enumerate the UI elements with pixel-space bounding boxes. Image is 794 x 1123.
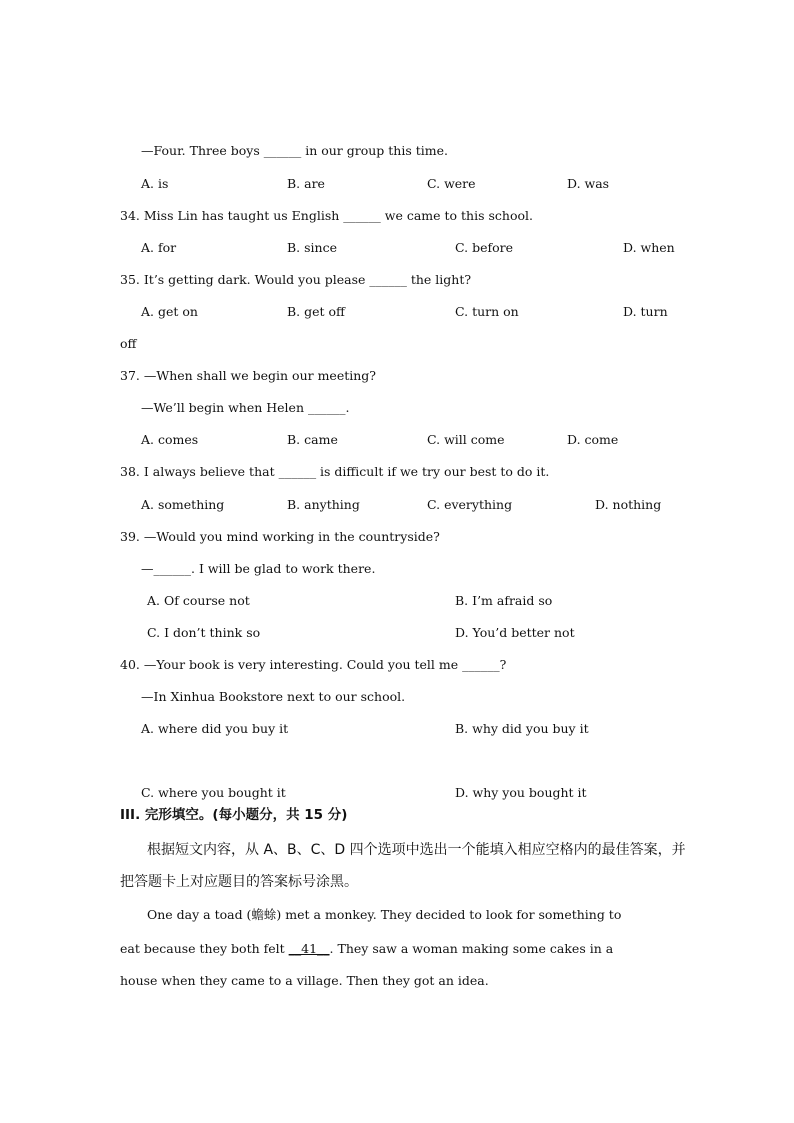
q34-option-a: A. for — [141, 240, 177, 255]
q37-option-b: B. came — [287, 432, 338, 447]
q39-stem: 39. —Would you mind working in the countryside? — [120, 529, 440, 544]
passage-line-1: One day a toad (蟾蜍) met a monkey. They decided to look for something to — [147, 907, 622, 922]
q37-option-c: C. will come — [427, 432, 505, 447]
q34-option-d: D. when — [623, 240, 675, 255]
q33-option-d: D. was — [567, 176, 610, 191]
q35-option-d: D. turn — [623, 304, 668, 319]
q33-option-b: B. are — [287, 176, 325, 191]
q35-option-c: C. turn on — [455, 304, 519, 319]
q35-option-a: A. get on — [141, 304, 198, 319]
q33-option-c: C. were — [427, 176, 476, 191]
q40-option-d: D. why you bought it — [455, 785, 587, 800]
q40-answer-line: —In Xinhua Bookstore next to our school. — [141, 689, 406, 704]
q37-answer-line: —We’ll begin when Helen ______. — [141, 400, 350, 415]
section-3-heading: III. 完形填空。(每小题分，共 15 分) — [120, 807, 348, 823]
q38-option-a: A. something — [141, 497, 225, 512]
q40-option-c: C. where you bought it — [141, 785, 286, 800]
section-3-instruction-line-2: 把答题卡上对应题目的答案标号涂黑。 — [120, 874, 358, 890]
q40-stem: 40. —Your book is very interesting. Could you tell me ______? — [120, 657, 507, 672]
q35-option-b: B. get off — [287, 304, 345, 319]
q39-answer-line: —______. I will be glad to work there. — [141, 561, 376, 576]
q38-stem: 38. I always believe that ______ is difficult if we try our best to do it. — [120, 464, 550, 479]
q37-option-a: A. comes — [141, 432, 199, 447]
q40-option-a: A. where did you buy it — [141, 721, 289, 736]
q38-option-d: D. nothing — [595, 497, 662, 512]
q40-option-b: B. why did you buy it — [455, 721, 589, 736]
q34-stem: 34. Miss Lin has taught us English ______ we came to this school. — [120, 208, 533, 223]
q39-option-c: C. I don’t think so — [147, 625, 261, 640]
section-3-instruction-line-1: 根据短文内容，从 A、B、C、D 四个选项中选出一个能填入相应空格内的最佳答案，并 — [147, 842, 686, 858]
q37-option-d: D. come — [567, 432, 619, 447]
q38-option-c: C. everything — [427, 497, 513, 512]
passage-line-3: house when they came to a village. Then they got an idea. — [120, 973, 489, 988]
q35-stem: 35. It’s getting dark. Would you please ______ the light? — [120, 272, 472, 287]
passage-line-2-end: . They saw a woman making some cakes in a — [329, 941, 614, 956]
q35-option-d-wrap: off — [120, 336, 137, 351]
q37-stem: 37. —When shall we begin our meeting? — [120, 368, 376, 383]
q34-option-c: C. before — [455, 240, 513, 255]
passage-line-2-start: eat because they both felt — [120, 941, 289, 956]
blank-41: __41__ — [288, 941, 330, 956]
q39-option-d: D. You’d better not — [455, 625, 575, 640]
q33-option-a: A. is — [141, 176, 169, 191]
q34-option-b: B. since — [287, 240, 337, 255]
q39-option-b: B. I’m afraid so — [455, 593, 553, 608]
q39-option-a: A. Of course not — [147, 593, 250, 608]
passage-line-2 — [120, 941, 613, 957]
q38-option-b: B. anything — [287, 497, 360, 512]
q33-answer-line: —Four. Three boys ______ in our group this time. — [141, 143, 448, 158]
